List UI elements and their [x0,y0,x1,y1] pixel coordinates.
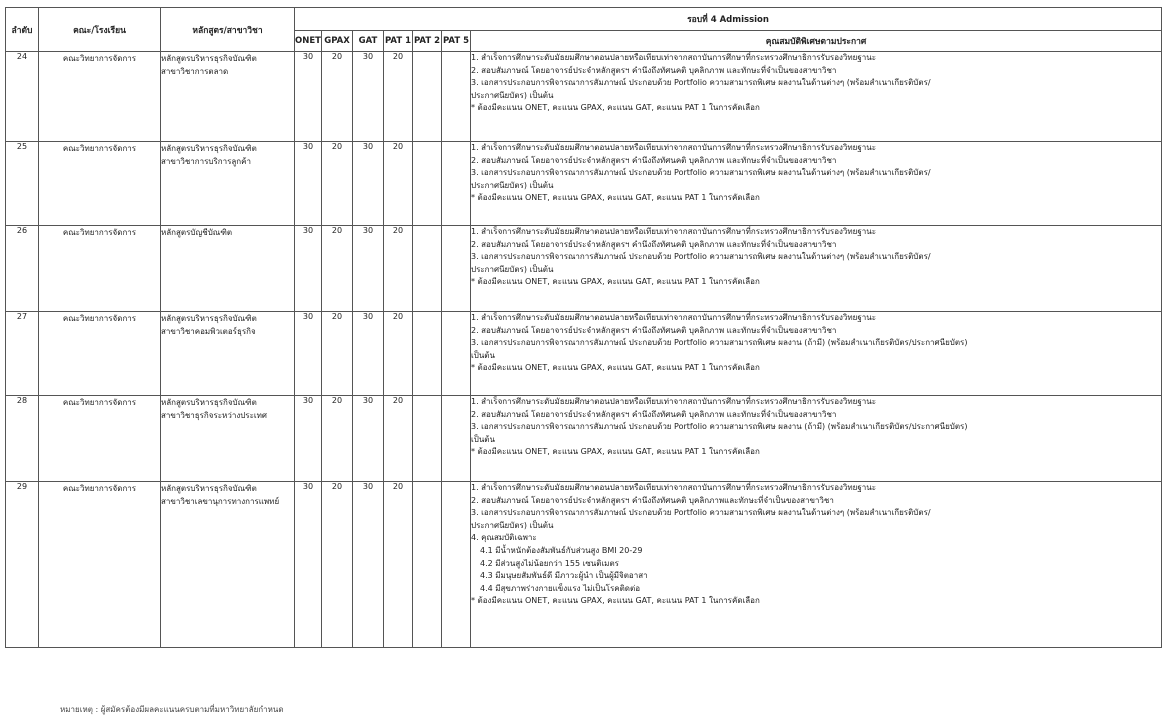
qualification-line: 2. สอบสัมภาษณ์ โดยอาจารย์ประจำหลักสูตรฯ คำนึงถึงทัศนคติ บุคลิกภาพ และทักษะที่จำเป็นของสาขาวิชา [471,409,837,419]
qualification-line: 1. สำเร็จการศึกษาระดับมัธยมศึกษาตอนปลายหรือเทียบเท่าจากสถาบันการศึกษาที่กระทรวงศึกษาธิการรับรองวิทยฐานะ [471,397,877,406]
table-row [6,482,1162,648]
program-name: หลักสูตรบริหารธุรกิจบัณฑิต [161,314,257,323]
qualification-line: 2. สอบสัมภาษณ์ โดยอาจารย์ประจำหลักสูตรฯ คำนึงถึงทัศนคติ บุคลิกภาพ และทักษะที่จำเป็นของสาขาวิชา [471,155,837,165]
row-number: 28 [6,396,39,482]
qualifications-cell [471,396,1162,482]
pat5-weight [442,482,471,648]
qualification-line: 2. สอบสัมภาษณ์ โดยอาจารย์ประจำหลักสูตรฯ คำนึงถึงทัศนคติ บุคลิกภาพ และทักษะที่จำเป็นของสาขาวิชา [471,325,837,335]
faculty-cell: คณะวิทยาการจัดการ [39,312,161,396]
program-cell [161,312,295,396]
program-cell [161,52,295,142]
program-name: หลักสูตรบริหารธุรกิจบัณฑิต [161,398,257,407]
pat2-weight [413,482,442,648]
row-number: 27 [6,312,39,396]
gat-weight: 30 [353,312,384,396]
program-cell [161,482,295,648]
table-row [6,226,1162,312]
pat1-weight: 20 [384,142,413,226]
program-major: สาขาวิชาการตลาด [161,67,229,76]
pat2-weight [413,226,442,312]
pat2-weight [413,312,442,396]
qualification-line: 3. เอกสารประกอบการพิจารณาการสัมภาษณ์ ประกอบด้วย Portfolio ความสามารถพิเศษ ผลงาน (ถ้ามี) (พร้อมสำเนาเกียรติบัตร/ประกาศนียบัตร) [471,422,968,432]
onet-weight: 30 [295,396,322,482]
qualifications-cell [471,226,1162,312]
program-major: สาขาวิชาเลขานุการทางการแพทย์ [161,497,280,506]
onet-weight: 30 [295,226,322,312]
qualification-note: * ต้องมีคะแนน ONET, คะแนน GPAX, คะแนน GAT, คะแนน PAT 1 ในการคัดเลือก [471,103,760,113]
program-cell [161,142,295,226]
qualification-note: * ต้องมีคะแนน ONET, คะแนน GPAX, คะแนน GAT, คะแนน PAT 1 ในการคัดเลือก [471,447,760,457]
header-onet: ONET [295,31,322,52]
header-faculty: คณะ/โรงเรียน [39,8,161,52]
pat1-weight: 20 [384,52,413,142]
qualification-line: เป็นต้น [471,350,495,360]
faculty-cell: คณะวิทยาการจัดการ [39,396,161,482]
qualification-subitem: 4.2 มีส่วนสูงไม่น้อยกว่า 155 เซนติเมตร [480,558,619,568]
qualification-note: * ต้องมีคะแนน ONET, คะแนน GPAX, คะแนน GAT, คะแนน PAT 1 ในการคัดเลือก [471,193,760,203]
pat2-weight [413,396,442,482]
gpax-weight: 20 [322,52,353,142]
program-major: สาขาวิชาคอมพิวเตอร์ธุรกิจ [161,327,256,336]
header-no: ลำดับ [6,8,39,52]
table-row [6,312,1162,396]
qualification-line: 3. เอกสารประกอบการพิจารณาการสัมภาษณ์ ประกอบด้วย Portfolio ความสามารถพิเศษ ผลงานในด้านต่างๆ (พร้อมสำเนาเกียรติบัตร/ [471,78,931,88]
qualification-line: 1. สำเร็จการศึกษาระดับมัธยมศึกษาตอนปลายหรือเทียบเท่าจากสถาบันการศึกษาที่กระทรวงศึกษาธิการรับรองวิทยฐานะ [471,53,877,62]
header-gat: GAT [353,31,384,52]
pat5-weight [442,52,471,142]
onet-weight: 30 [295,312,322,396]
admission-table [5,7,1162,648]
pat5-weight [442,396,471,482]
qualification-line: 4. คุณสมบัติเฉพาะ [471,533,537,543]
pat5-weight [442,312,471,396]
qualification-line: ประกาศนียบัตร) เป็นต้น [471,264,554,274]
header-program: หลักสูตร/สาขาวิชา [161,8,295,52]
qualification-line: 1. สำเร็จการศึกษาระดับมัธยมศึกษาตอนปลายหรือเทียบเท่าจากสถาบันการศึกษาที่กระทรวงศึกษาธิการรับรองวิทยฐานะ [471,143,877,152]
pat5-weight [442,226,471,312]
qualification-line: 2. สอบสัมภาษณ์ โดยอาจารย์ประจำหลักสูตรฯ คำนึงถึงทัศนคติ บุคลิกภาพ และทักษะที่จำเป็นของสาขาวิชา [471,65,837,75]
program-major: สาขาวิชาธุรกิจระหว่างประเทศ [161,411,267,420]
program-name: หลักสูตรบริหารธุรกิจบัณฑิต [161,54,257,63]
header-round: รอบที่ 4 Admission [295,8,1162,31]
gpax-weight: 20 [322,482,353,648]
qualification-subitem: 4.1 มีน้ำหนักต้องสัมพันธ์กับส่วนสูง BMI 20-29 [480,545,643,555]
qualification-line: 1. สำเร็จการศึกษาระดับมัธยมศึกษาตอนปลายหรือเทียบเท่าจากสถาบันการศึกษาที่กระทรวงศึกษาธิการรับรองวิทยฐานะ [471,227,877,236]
header-qualifications: คุณสมบัติพิเศษตามประกาศ [471,31,1162,52]
qualification-line: 2. สอบสัมภาษณ์ โดยอาจารย์ประจำหลักสูตรฯ คำนึงถึงทัศนคติ บุคลิกภาพ และทักษะที่จำเป็นของสาขาวิชา [471,239,837,249]
qualification-line: ประกาศนียบัตร) เป็นต้น [471,90,554,100]
qualification-line: 3. เอกสารประกอบการพิจารณาการสัมภาษณ์ ประกอบด้วย Portfolio ความสามารถพิเศษ ผลงาน (ถ้ามี) (พร้อมสำเนาเกียรติบัตร/ประกาศนียบัตร) [471,338,968,348]
program-major: สาขาวิชาการบริการลูกค้า [161,157,251,166]
qualification-line: 1. สำเร็จการศึกษาระดับมัธยมศึกษาตอนปลายหรือเทียบเท่าจากสถาบันการศึกษาที่กระทรวงศึกษาธิการรับรองวิทยฐานะ [471,313,877,322]
qualifications-cell [471,312,1162,396]
footnote: หมายเหตุ : ผู้สมัครต้องมีผลคะแนนครบตามที่มหาวิทยาลัยกำหนด [60,705,284,714]
gat-weight: 30 [353,52,384,142]
qualifications-cell [471,142,1162,226]
gat-weight: 30 [353,396,384,482]
header-pat1: PAT 1 [384,31,413,52]
program-cell [161,396,295,482]
qualifications-cell [471,482,1162,648]
qualification-note: * ต้องมีคะแนน ONET, คะแนน GPAX, คะแนน GAT, คะแนน PAT 1 ในการคัดเลือก [471,363,760,373]
qualification-subitem: 4.4 มีสุขภาพร่างกายแข็งแรง ไม่เป็นโรคติดต่อ [480,583,640,593]
onet-weight: 30 [295,482,322,648]
gpax-weight: 20 [322,142,353,226]
table-row [6,396,1162,482]
gat-weight: 30 [353,142,384,226]
pat2-weight [413,142,442,226]
onet-weight: 30 [295,142,322,226]
qualification-line: 1. สำเร็จการศึกษาระดับมัธยมศึกษาตอนปลายหรือเทียบเท่าจากสถาบันการศึกษาที่กระทรวงศึกษาธิการรับรองวิทยฐานะ [471,483,877,492]
program-name: หลักสูตรบัญชีบัณฑิต [161,228,233,237]
faculty-cell: คณะวิทยาการจัดการ [39,52,161,142]
gpax-weight: 20 [322,396,353,482]
row-number: 29 [6,482,39,648]
gpax-weight: 20 [322,226,353,312]
faculty-cell: คณะวิทยาการจัดการ [39,482,161,648]
header-pat2: PAT 2 [413,31,442,52]
row-number: 25 [6,142,39,226]
header-pat5: PAT 5 [442,31,471,52]
qualification-line: 3. เอกสารประกอบการพิจารณาการสัมภาษณ์ ประกอบด้วย Portfolio ความสามารถพิเศษ ผลงานในด้านต่างๆ (พร้อมสำเนาเกียรติบัตร/ [471,508,931,518]
faculty-cell: คณะวิทยาการจัดการ [39,226,161,312]
pat5-weight [442,142,471,226]
pat1-weight: 20 [384,312,413,396]
qualification-line: 3. เอกสารประกอบการพิจารณาการสัมภาษณ์ ประกอบด้วย Portfolio ความสามารถพิเศษ ผลงานในด้านต่างๆ (พร้อมสำเนาเกียรติบัตร/ [471,168,931,178]
qualifications-cell [471,52,1162,142]
qualification-note: * ต้องมีคะแนน ONET, คะแนน GPAX, คะแนน GAT, คะแนน PAT 1 ในการคัดเลือก [471,596,760,606]
table-row [6,142,1162,226]
gat-weight: 30 [353,482,384,648]
qualification-line: 3. เอกสารประกอบการพิจารณาการสัมภาษณ์ ประกอบด้วย Portfolio ความสามารถพิเศษ ผลงานในด้านต่างๆ (พร้อมสำเนาเกียรติบัตร/ [471,252,931,262]
qualification-line: ประกาศนียบัตร) เป็นต้น [471,180,554,190]
program-name: หลักสูตรบริหารธุรกิจบัณฑิต [161,144,257,153]
qualification-line: เป็นต้น [471,434,495,444]
qualification-line: 2. สอบสัมภาษณ์ โดยอาจารย์ประจำหลักสูตรฯ คำนึงถึงทัศนคติ บุคลิกภาพและทักษะที่จำเป็นของสาขาวิชา [471,495,834,505]
pat1-weight: 20 [384,482,413,648]
qualification-note: * ต้องมีคะแนน ONET, คะแนน GPAX, คะแนน GAT, คะแนน PAT 1 ในการคัดเลือก [471,277,760,287]
row-number: 26 [6,226,39,312]
pat1-weight: 20 [384,226,413,312]
table-row [6,52,1162,142]
qualification-subitem: 4.3 มีมนุษยสัมพันธ์ดี มีภาวะผู้นำ เป็นผู้มีจิตอาสา [480,571,648,581]
header-gpax: GPAX [322,31,353,52]
program-name: หลักสูตรบริหารธุรกิจบัณฑิต [161,484,257,493]
faculty-cell: คณะวิทยาการจัดการ [39,142,161,226]
program-cell [161,226,295,312]
pat1-weight: 20 [384,396,413,482]
pat2-weight [413,52,442,142]
onet-weight: 30 [295,52,322,142]
row-number: 24 [6,52,39,142]
qualification-line: ประกาศนียบัตร) เป็นต้น [471,520,554,530]
gat-weight: 30 [353,226,384,312]
gpax-weight: 20 [322,312,353,396]
